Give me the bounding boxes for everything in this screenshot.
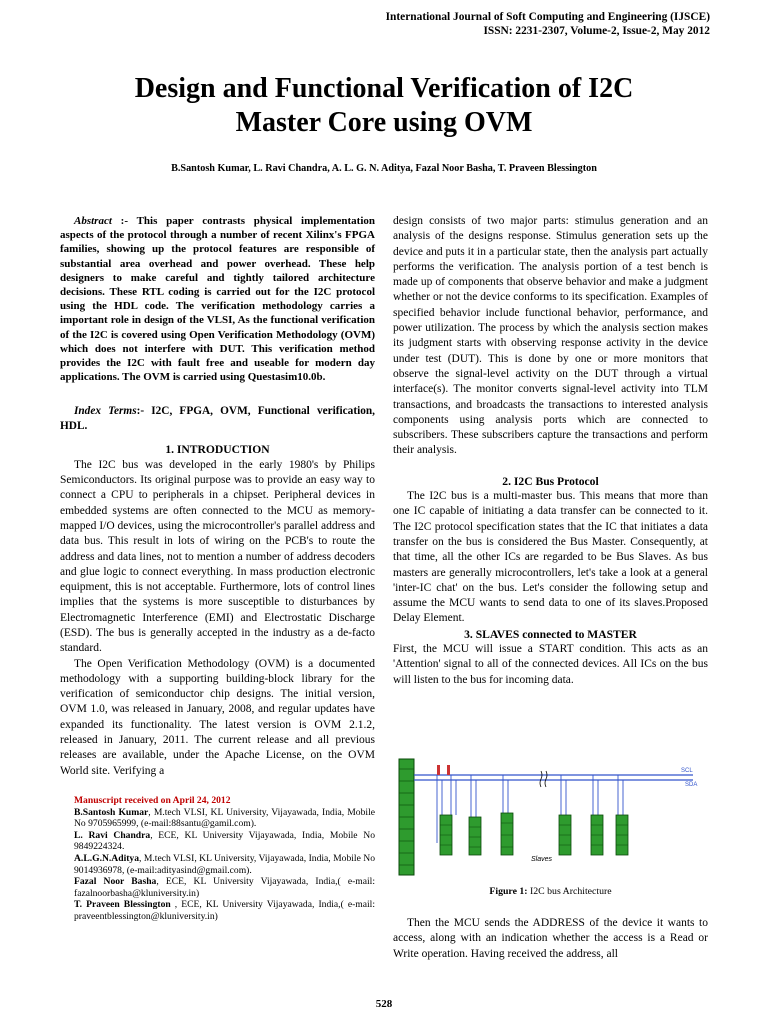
figure-label: Figure 1: (489, 886, 528, 897)
author-list: B.Santosh Kumar, L. Ravi Chandra, A. L. G. N. Aditya, Fazal Noor Basha, T. Praveen Blessington (171, 163, 597, 174)
footnote-author-3-text: , M.tech VLSI, KL University, Vijayawada, India, Mobile No 9014936978, (e-mail:adityasind@gmail.com). (74, 852, 375, 876)
title-line-1: Design and Functional Verification of I2C (134, 73, 634, 104)
footnote-author-5-text: , ECE, KL University Vijayawada, India,( e-mail: praveentblessington@kluniversity.in) (74, 899, 375, 922)
footnote-author-2-name: L. Ravi Chandra (74, 829, 151, 841)
footnote-author-5-name: T. Praveen Blessington (74, 899, 171, 911)
slave-chip-3 (501, 813, 513, 855)
footnote-author-4-name: Fazal Noor Basha (74, 876, 157, 888)
footnote-author-5 (60, 899, 375, 922)
figure-caption (393, 886, 708, 897)
sda-label: SDA (685, 782, 698, 788)
intro-paragraph-1: The I2C bus was developed in the early 1980's by Philips Semiconductors. Its original purpose was to provide an easy way to connect a CPU to peripherals in a chipset. Peripheral devices in embedded systems are often connected to the MCU as memory-mapped I/O devices, using the microcontroller's parallel address and data bus. This result in lots of wiring on the PCB's to route the address and data lines, not to mention a number of address decoders and glue logic to connect everything. In mass production electronic equipment, this is not acceptable. Furthermore, lots of control lines implies that the systems is more susceptible to disturbances by Electromagnetic Interference (EMI) and Electrostatic Discharge (ESD). The bus is generally accepted in the industry as a de-facto standard. (60, 458, 375, 655)
footnote-author-1-text: , M.tech VLSI, KL University, Vijayawada, India, Mobile No 9705965999, (e-mail:88santu@gamil.com). (74, 806, 375, 830)
index-terms (60, 404, 375, 434)
author-footnotes (60, 795, 375, 923)
bus-break-mark (540, 771, 547, 787)
slaves-heading: 3. SLAVES connected to MASTER (464, 627, 637, 641)
figure-caption-text: I2C bus Architecture (527, 886, 612, 897)
footnote-author-4-text: , ECE, KL University Vijayawada, India,( e-mail: fazalnoorbasha@kluniversity.in) (74, 876, 375, 899)
footnote-author-1-name: B.Santosh Kumar (74, 806, 149, 818)
footnote-author-2-text: , ECE, KL University Vijayawada, India, Mobile No 9849224324. (74, 829, 375, 853)
i2c-bus-architecture-figure (393, 755, 708, 880)
page-number: 528 (375, 998, 393, 1010)
abstract-label: Abstract (74, 215, 112, 227)
slaves-paragraph: First, the MCU will issue a START condition. This acts as an 'Attention' signal to all of the connected devices. All ICs on the bus will listen to the bus for incoming data. (393, 643, 708, 686)
manuscript-received: Manuscript received on April 24, 2012 (74, 795, 231, 806)
index-terms-label: Index Terms (74, 405, 137, 418)
introduction-heading: 1. INTRODUCTION (165, 443, 270, 457)
pullup-resistors (437, 765, 450, 775)
intro-paragraph-2: The Open Verification Methodology (OVM) is a documented methodology with a supporting building-block library for the verification of semiconductor chip designs. The initial version, OVM 1.0, was released in January, 2008, and regular updates have expanded its functionality. The latest version is OVM 2.1.2, released in January, 2011. The current release and all previous releases are available, under the Apache License, on the OVM World site. Verifying a (60, 657, 375, 777)
slave-chip-2 (469, 817, 481, 855)
journal-issn: ISSN: 2231-2307, Volume-2, Issue-2, May 2012 (483, 25, 710, 37)
footnote-author-3-name: A.L.G.N.Aditya (74, 852, 140, 864)
paper-title (60, 72, 708, 140)
footnote-author-4 (60, 876, 375, 899)
footnote-author-2 (60, 830, 375, 853)
journal-name: International Journal of Soft Computing and Engineering (IJSCE) (385, 11, 710, 23)
scl-label: SCL (681, 768, 693, 774)
right-column (393, 214, 708, 688)
bus-protocol-heading: 2. I2C Bus Protocol (502, 474, 599, 488)
abstract-text: :- This paper contrasts physical implementation aspects of the protocol through a number of recent Xilinx's FPGA families, showing up the protocol features are responsible of substantial area overhead and power overhead. These help designers to make careful and tightly tailored architecture decisions. These RTL coding is carried out for the I2C protocol using the HDL code. The verification methodology carries a important role in design of the VLSI, As the functional verification of the I2C is covered using Open Verification Methodology (OVM) which does not interfere with DUT. This verification method provides the I2C with fault free and useable for modern day applications. The OVM is carried using Questasim10.0b. (60, 215, 375, 384)
footnote-author-3 (60, 853, 375, 876)
footnote-author-1 (60, 807, 375, 830)
title-line-2: Master Core using OVM (235, 107, 533, 138)
slave-chip-blocks (440, 813, 628, 855)
address-paragraph: Then the MCU sends the ADDRESS of the device it wants to access, along with an indication whether the access is a Read or Write operation. Having received the address, all (393, 917, 708, 960)
slaves-label: Slaves (531, 856, 553, 863)
bus-protocol-paragraph: The I2C bus is a multi-master bus. This means that more than one IC capable of initiating a data transfer can be connected to it. The I2C protocol specification states that the IC that initiates a data transfer on the bus is considered the Bus Master. Consequently, at that time, all the other ICs are regarded to be Bus Slaves. As bus masters are generally microcontrollers, let's take a look at a general 'inter-IC chat' on the bus. Let's consider the following setup and assume the MCU wants to send data to one of its slaves.Proposed Delay Element. (393, 490, 708, 625)
left-column (60, 214, 375, 779)
abstract (60, 214, 375, 384)
index-terms-text: :- I2C, FPGA, OVM, Functional verification, HDL. (60, 405, 375, 433)
journal-header (386, 10, 710, 38)
right-paragraph-1: design consists of two major parts: stimulus generation and an analysis of the designs response. Stimulus generation sets up the device and puts it in a particular state, then the analysis part actually performs the verification. The analysis portion of a test bench is made up of components that observe behavior and make a judgment whether or not the device conforms to its specification. Examples of specified behavior include functional behavior, performance, and power utilization. The process by which the analysis section makes its judgment starts with observing response activity in the device under test (DUT). This is done by one or more monitors that observe the signal-level activity on the DUT through a virtual interface(s). The monitor converts signal-level activity into TLM transactions, and broadcasts the transactions to interested analysis components using analysis ports which are connected to subscribers. These subscribers capture the transactions and perform their analysis. (393, 215, 708, 457)
